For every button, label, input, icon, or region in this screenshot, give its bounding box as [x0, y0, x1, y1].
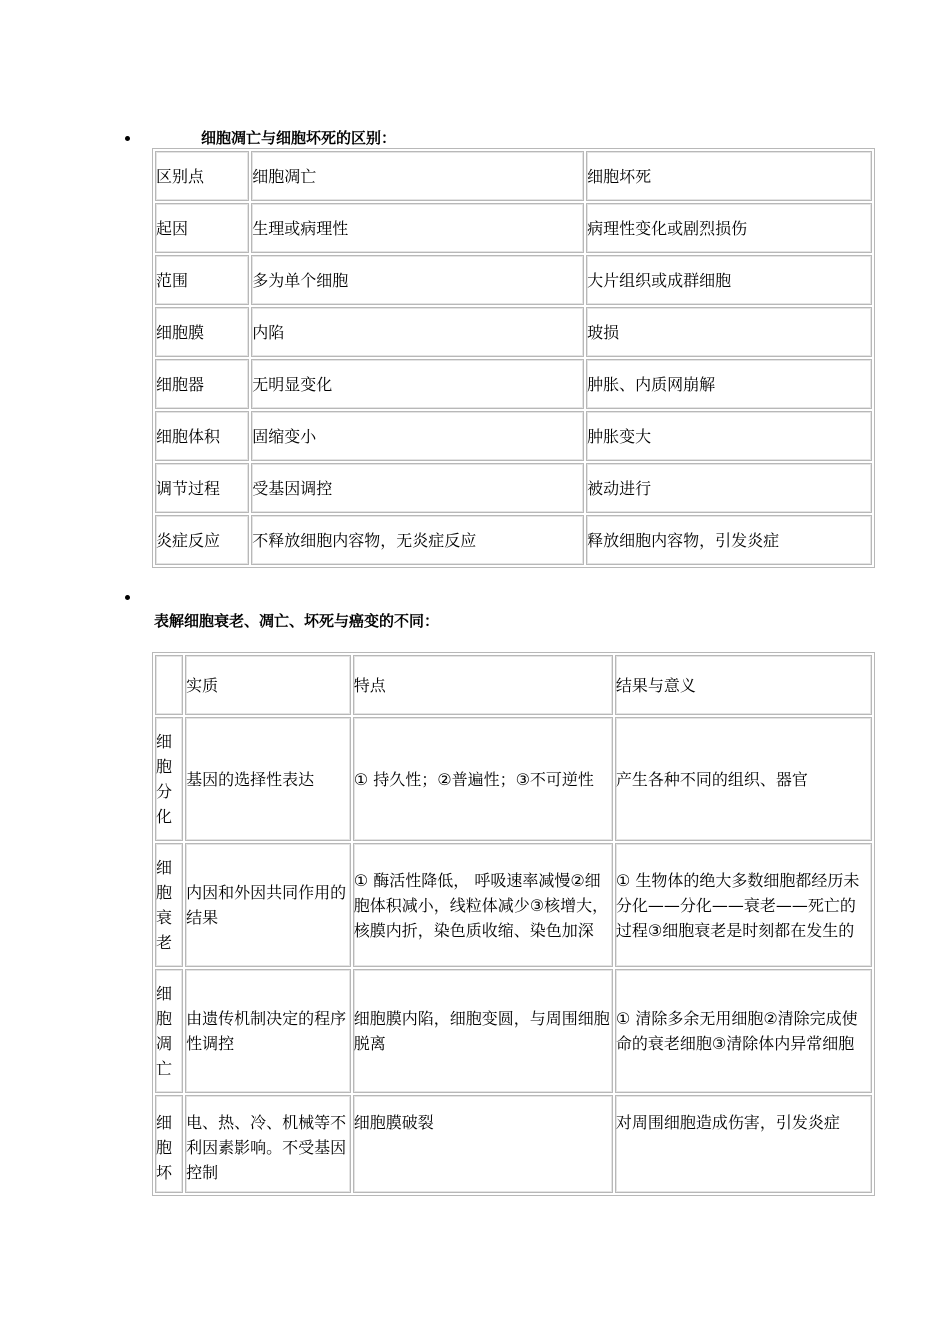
- row-label-cell: 细胞分化: [155, 717, 183, 841]
- table-cell: 内陷: [251, 307, 584, 357]
- header-cell: 细胞凋亡: [251, 151, 584, 201]
- table-cell: 玻损: [586, 307, 872, 357]
- table-row: [155, 717, 872, 841]
- table-cell: 细胞膜破裂: [353, 1095, 613, 1193]
- table-cell: 不释放细胞内容物，无炎症反应: [251, 515, 584, 565]
- table-cell: 炎症反应: [155, 515, 249, 565]
- table-cell: 肿胀、内质网崩解: [586, 359, 872, 409]
- table-row: [155, 411, 872, 461]
- table-row: [155, 255, 872, 305]
- table-cell: 肿胀变大: [586, 411, 872, 461]
- table-header-row: [155, 151, 872, 201]
- table-cell: 细胞体积: [155, 411, 249, 461]
- table-cell: 范围: [155, 255, 249, 305]
- table-cell: 内因和外因共同作用的结果: [185, 843, 351, 967]
- table-cell: 产生各种不同的组织、器官: [615, 717, 872, 841]
- table-row: [155, 843, 872, 967]
- bullet-1: [125, 136, 130, 141]
- bullet-2: [125, 595, 130, 600]
- table-cell: 对周围细胞造成伤害，引发炎症: [615, 1095, 872, 1193]
- table-cell: 起因: [155, 203, 249, 253]
- row-label-cell: 细胞凋亡: [155, 969, 183, 1093]
- table-row: [155, 515, 872, 565]
- table-row: [155, 463, 872, 513]
- table-cell: 由遗传机制决定的程序性调控: [185, 969, 351, 1093]
- table-row: [155, 969, 872, 1093]
- row-label-cell: 细胞坏: [155, 1095, 183, 1193]
- apoptosis-vs-necrosis-table: [152, 148, 875, 568]
- table-cell: 细胞器: [155, 359, 249, 409]
- table-cell: 无明显变化: [251, 359, 584, 409]
- section1-heading: 细胞凋亡与细胞坏死的区别：: [201, 129, 397, 147]
- row-label-cell: 细胞衰老: [155, 843, 183, 967]
- header-cell: [155, 655, 183, 715]
- table-cell: 释放细胞内容物，引发炎症: [586, 515, 872, 565]
- table-cell: 大片组织或成群细胞: [586, 255, 872, 305]
- table-cell: 固缩变小: [251, 411, 584, 461]
- header-cell: 特点: [353, 655, 613, 715]
- table-cell: 病理性变化或剧烈损伤: [586, 203, 872, 253]
- table-cell: 生理或病理性: [251, 203, 584, 253]
- header-cell: 结果与意义: [615, 655, 872, 715]
- table-cell: 细胞膜内陷，细胞变圆，与周围细胞脱离: [353, 969, 613, 1093]
- section2-heading: 表解细胞衰老、凋亡、坏死与癌变的不同：: [154, 612, 440, 630]
- table-cell: 电、热、冷、机械等不利因素影响。不受基因控制: [185, 1095, 351, 1193]
- header-cell: 细胞坏死: [586, 151, 872, 201]
- table-row: [155, 307, 872, 357]
- table-cell: 细胞膜: [155, 307, 249, 357]
- cell-fates-comparison-table: [152, 652, 875, 1196]
- header-cell: 区别点: [155, 151, 249, 201]
- table-cell: 调节过程: [155, 463, 249, 513]
- table-cell: ① 酶活性降低， 呼吸速率减慢②细胞体积减小，线粒体减少③核增大，核膜内折，染色质收缩、染色加深: [353, 843, 613, 967]
- table-row: [155, 1095, 872, 1193]
- header-cell: 实质: [185, 655, 351, 715]
- table-cell: 基因的选择性表达: [185, 717, 351, 841]
- table-cell: 被动进行: [586, 463, 872, 513]
- table-row: [155, 359, 872, 409]
- table-header-row: [155, 655, 872, 715]
- table-cell: 受基因调控: [251, 463, 584, 513]
- table-cell: ① 生物体的绝大多数细胞都经历未分化——分化——衰老——死亡的过程③细胞衰老是时刻都在发生的: [615, 843, 872, 967]
- table-cell: ① 清除多余无用细胞②清除完成使命的衰老细胞③清除体内异常细胞: [615, 969, 872, 1093]
- table-cell: ① 持久性；②普遍性；③不可逆性: [353, 717, 613, 841]
- table-cell: 多为单个细胞: [251, 255, 584, 305]
- table-row: [155, 203, 872, 253]
